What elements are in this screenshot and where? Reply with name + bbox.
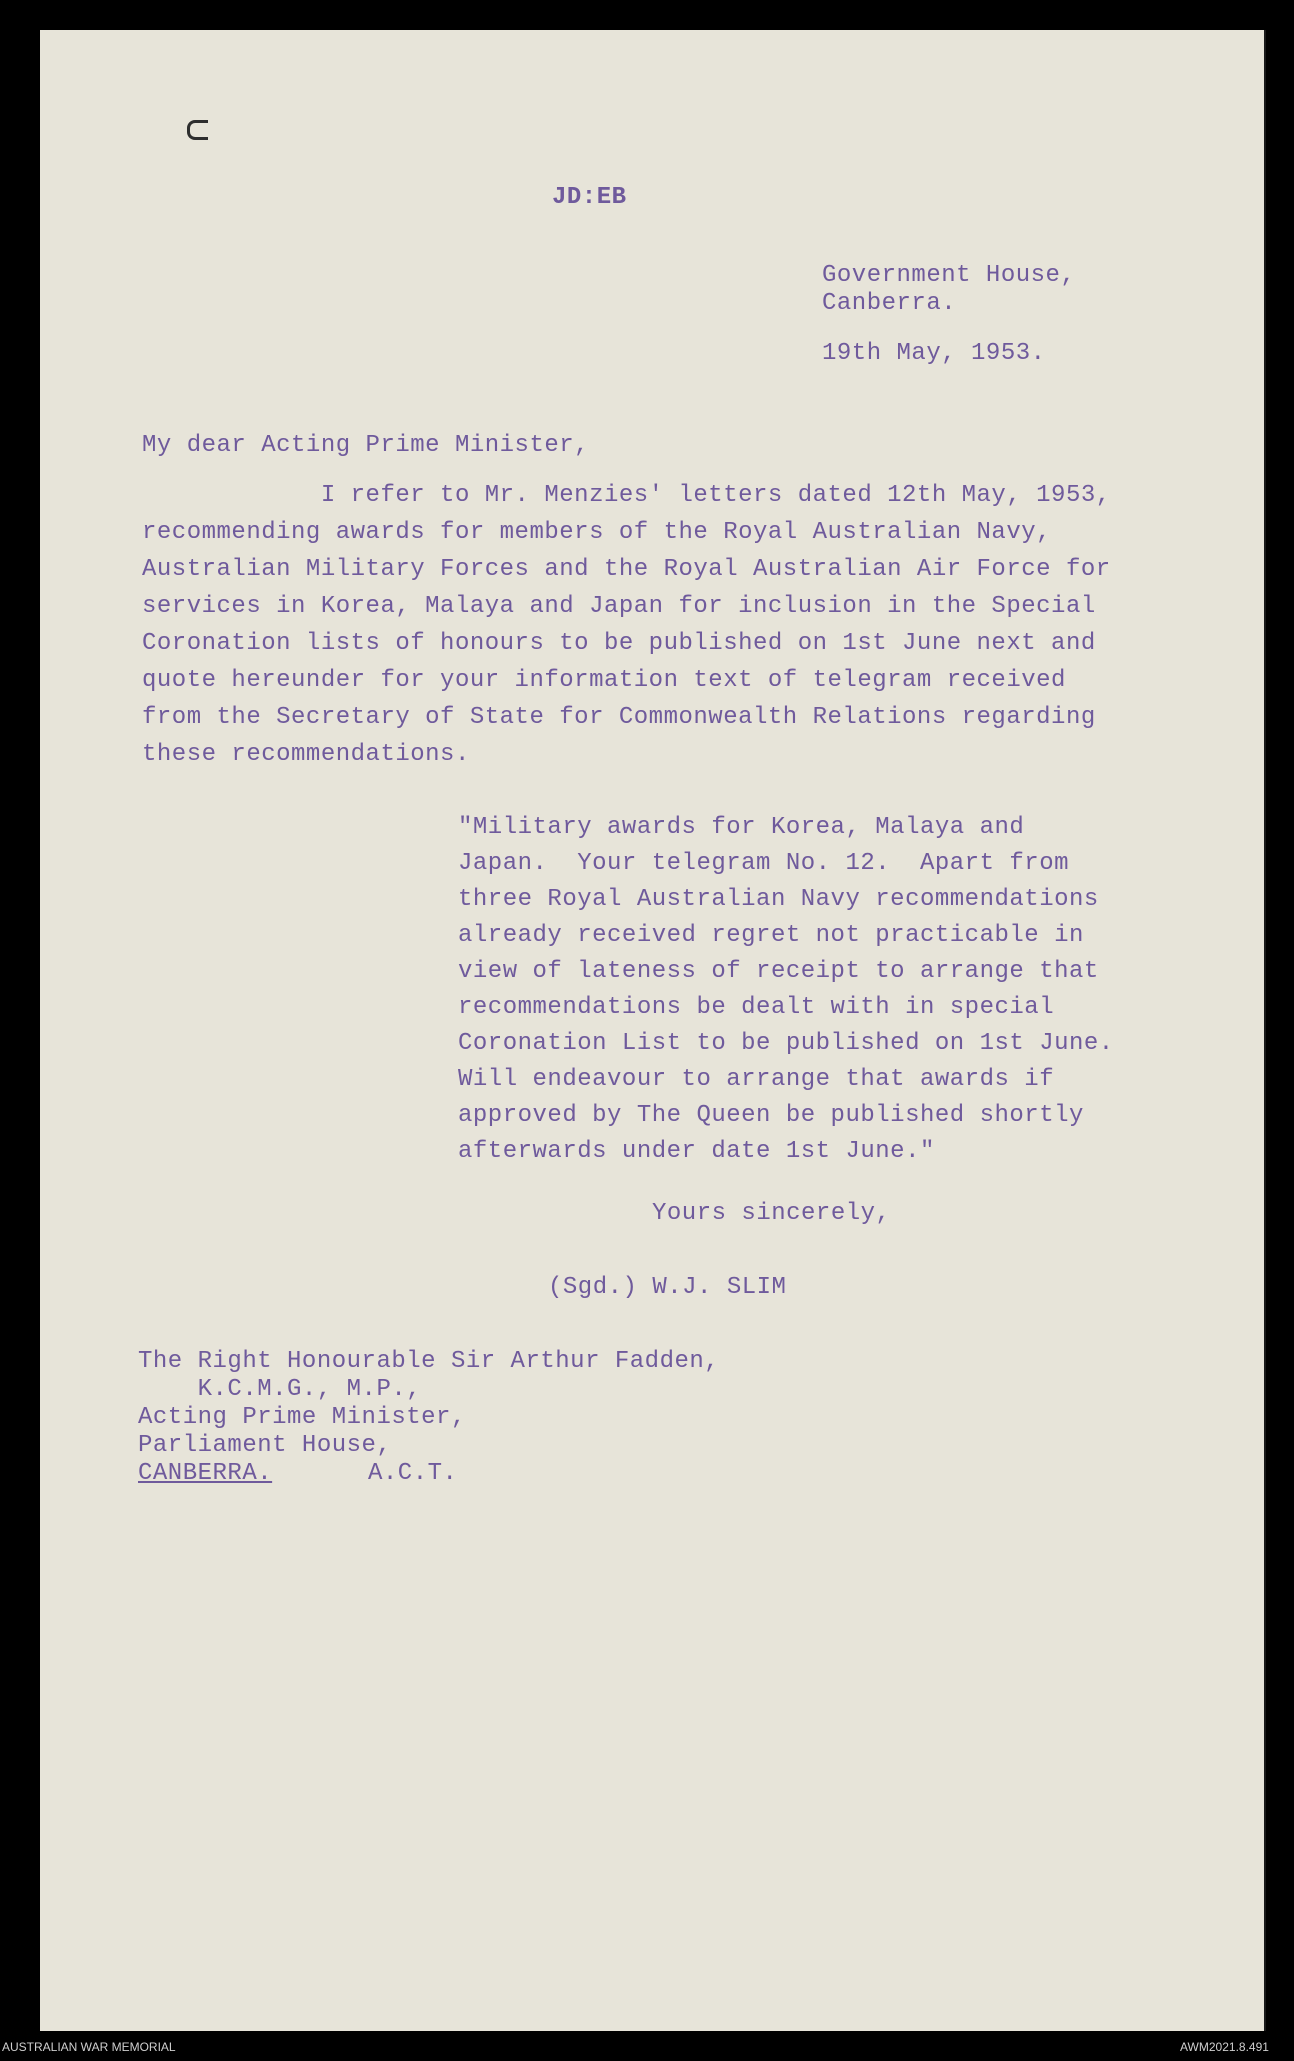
recipient-city: CANBERRA. <box>138 1460 273 1487</box>
body-line: quote hereunder for your information text of telegram received <box>142 667 1066 694</box>
recipient-territory: A.C.T. <box>368 1460 458 1487</box>
body-line: Australian Military Forces and the Royal Australian Air Force for <box>142 556 1111 583</box>
page-edge <box>1264 30 1266 2031</box>
body-line: services in Korea, Malaya and Japan for inclusion in the Special <box>142 593 1096 620</box>
footer-catalogue-number: AWM2021.8.491 <box>1180 2040 1269 2054</box>
recipient-line-4: Parliament House, <box>138 1432 392 1459</box>
recipient-line-2: K.C.M.G., M.P., <box>138 1376 422 1403</box>
quote-line: Will endeavour to arrange that awards if <box>458 1066 1055 1093</box>
quote-line: "Military awards for Korea, Malaya and <box>458 814 1025 841</box>
quote-line: Coronation List to be published on 1st June. <box>458 1030 1114 1057</box>
quote-line: recommendations be dealt with in special <box>458 994 1055 1021</box>
closing: Yours sincerely, <box>652 1200 891 1227</box>
recipient-line-1: The Right Honourable Sir Arthur Fadden, <box>138 1348 720 1375</box>
body-line: from the Secretary of State for Commonwealth Relations regarding <box>142 704 1096 731</box>
body-line: recommending awards for members of the Royal Australian Navy, <box>142 519 1052 546</box>
quote-line: approved by The Queen be published shortly <box>458 1102 1084 1129</box>
sender-address-line-2: Canberra. <box>822 290 957 317</box>
reference-code: JD:EB <box>552 184 627 211</box>
salutation: My dear Acting Prime Minister, <box>142 432 590 459</box>
footer-institution: AUSTRALIAN WAR MEMORIAL <box>2 2040 176 2054</box>
quote-line: already received regret not practicable in <box>458 922 1084 949</box>
quote-line: three Royal Australian Navy recommendations <box>458 886 1099 913</box>
letter-date: 19th May, 1953. <box>822 340 1046 367</box>
quote-line: Japan. Your telegram No. 12. Apart from <box>458 850 1069 877</box>
punch-hole-mark <box>187 120 208 140</box>
recipient-line-3: Acting Prime Minister, <box>138 1404 466 1431</box>
quote-line: afterwards under date 1st June." <box>458 1138 935 1165</box>
signature: (Sgd.) W.J. SLIM <box>548 1274 787 1301</box>
quote-line: view of lateness of receipt to arrange that <box>458 958 1099 985</box>
body-line: I refer to Mr. Menzies' letters dated 12th May, 1953, <box>142 482 1111 509</box>
body-line: Coronation lists of honours to be published on 1st June next and <box>142 630 1096 657</box>
body-line: these recommendations. <box>142 741 470 768</box>
sender-address-line-1: Government House, <box>822 262 1076 289</box>
